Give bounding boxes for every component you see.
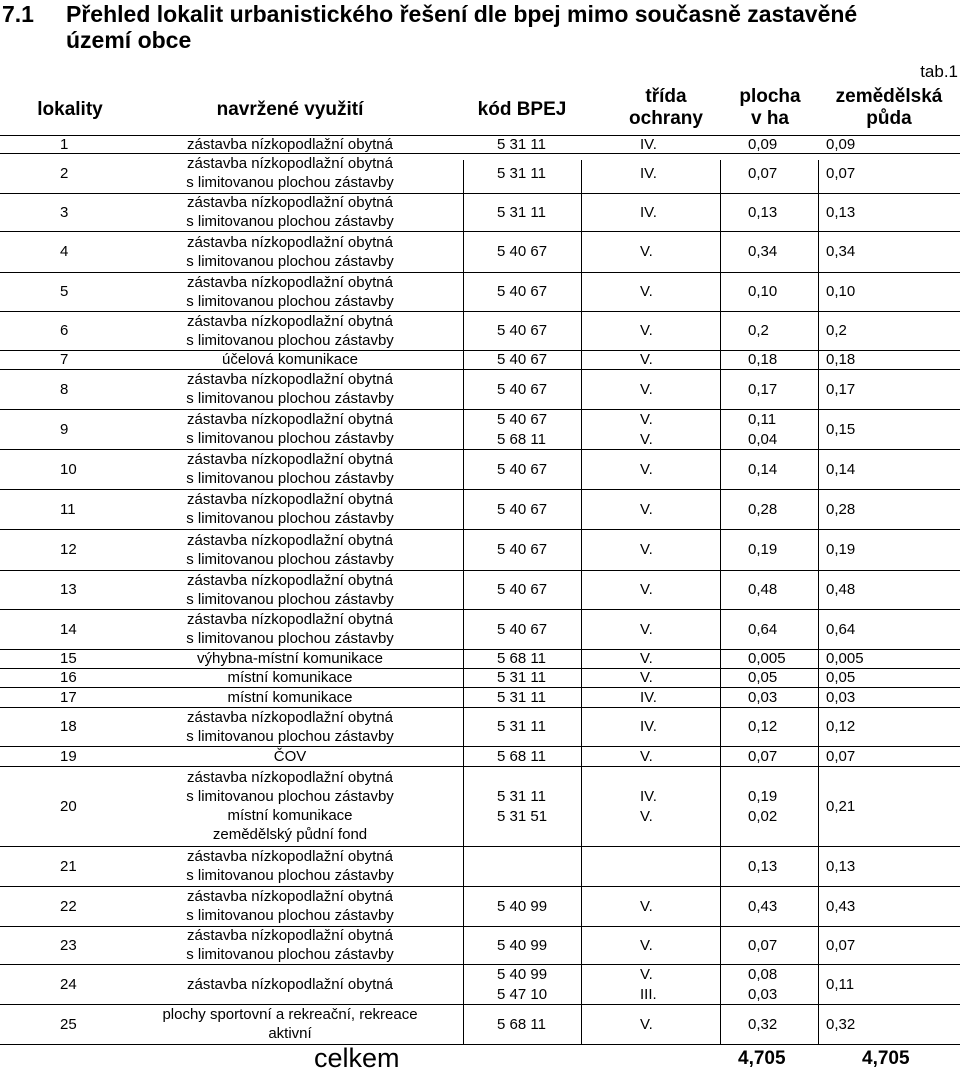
row-usage: zástavba nízkopodlažní obytná xyxy=(187,708,393,726)
row-trida: V. xyxy=(640,747,653,765)
row-trida: V. xyxy=(640,500,653,518)
row-usage: zástavba nízkopodlažní obytná xyxy=(187,531,393,549)
row-kod-bpej: 5 40 67 xyxy=(497,283,548,300)
row-plocha: 0,03 xyxy=(748,986,778,1003)
column-divider xyxy=(581,160,582,1044)
row-trida: V. xyxy=(640,411,653,428)
row-usage: s limitovanou plochou zástavby xyxy=(186,213,394,230)
row-plocha: 0,34 xyxy=(748,243,778,260)
row-usage: zástavba nízkopodlažní obytná xyxy=(187,927,393,944)
row-kod-bpej: 5 40 67 xyxy=(497,322,548,339)
total-label: celkem xyxy=(314,1043,400,1073)
row-zpf: 0,17 xyxy=(826,380,856,398)
row-zpf: 0,18 xyxy=(826,351,856,368)
row-usage: zástavba nízkopodlažní obytná xyxy=(187,233,393,251)
row-plocha: 0,07 xyxy=(748,747,778,765)
row-plocha: 0,13 xyxy=(748,857,778,875)
row-trida: V. xyxy=(640,966,653,983)
row-zpf: 0,2 xyxy=(826,322,847,339)
row-zpf: 0,15 xyxy=(826,420,856,438)
row-plocha: 0,10 xyxy=(748,283,778,300)
row-kod-bpej: 5 31 11 xyxy=(497,718,546,735)
row-trida: V. xyxy=(640,460,653,478)
row-number: 6 xyxy=(60,322,69,339)
row-plocha: 0,03 xyxy=(748,688,778,706)
row-usage: zástavba nízkopodlažní obytná xyxy=(187,975,393,993)
row-usage: výhybna-místní komunikace xyxy=(197,650,383,667)
row-zpf: 0,21 xyxy=(826,797,856,815)
row-plocha: 0,05 xyxy=(748,669,778,686)
header-lokality: lokality xyxy=(37,99,103,120)
row-usage: s limitovanou plochou zástavby xyxy=(186,630,394,647)
row-trida: V. xyxy=(640,581,653,598)
row-usage: zástavba nízkopodlažní obytná xyxy=(187,611,393,628)
header-trida-line1: třída xyxy=(645,86,687,107)
header-trida xyxy=(600,86,732,130)
row-usage: s limitovanou plochou zástavby xyxy=(186,252,394,270)
row-plocha: 0,13 xyxy=(748,203,778,221)
row-zpf: 0,43 xyxy=(826,897,856,915)
row-number: 25 xyxy=(60,1015,77,1033)
row-number: 9 xyxy=(60,420,69,438)
row-kod-bpej: 5 31 51 xyxy=(497,808,548,825)
row-kod-bpej: 5 31 11 xyxy=(497,788,546,805)
row-number: 7 xyxy=(60,351,69,368)
row-trida: IV. xyxy=(640,203,657,221)
row-zpf: 0,48 xyxy=(826,581,856,598)
row-zpf: 0,19 xyxy=(826,541,856,558)
section-title-line2: území obce xyxy=(66,27,192,53)
row-plocha: 0,43 xyxy=(748,897,778,915)
row-number: 3 xyxy=(60,203,69,221)
header-trida-line2: ochrany xyxy=(629,108,703,129)
row-plocha: 0,17 xyxy=(748,380,778,398)
row-trida: IV. xyxy=(640,135,657,153)
row-number: 22 xyxy=(60,897,77,915)
row-plocha: 0,09 xyxy=(748,135,778,153)
row-plocha: 0,08 xyxy=(748,966,778,983)
header-vyuziti: navržené využití xyxy=(216,99,364,120)
row-usage: místní komunikace xyxy=(227,807,353,824)
row-plocha: 0,02 xyxy=(748,808,778,825)
row-usage: zástavba nízkopodlažní obytná xyxy=(187,491,393,508)
row-trida: V. xyxy=(640,669,653,686)
row-kod-bpej: 5 31 11 xyxy=(497,164,546,182)
row-plocha: 0,64 xyxy=(748,620,778,638)
row-usage: s limitovanou plochou zástavby xyxy=(186,470,394,487)
row-kod-bpej: 5 31 11 xyxy=(497,688,546,706)
row-number: 4 xyxy=(60,243,69,260)
row-trida: V. xyxy=(640,541,653,558)
row-kod-bpej: 5 40 99 xyxy=(497,936,548,954)
row-trida: V. xyxy=(640,936,653,954)
row-plocha: 0,11 xyxy=(748,411,777,428)
row-trida: V. xyxy=(640,380,653,398)
column-divider xyxy=(818,160,819,1044)
row-plocha: 0,005 xyxy=(748,650,786,667)
row-usage: s limitovanou plochou zástavby xyxy=(186,174,394,191)
row-kod-bpej: 5 31 11 xyxy=(497,135,546,153)
row-usage: zemědělský půdní fond xyxy=(212,826,368,843)
row-kod-bpej: 5 68 11 xyxy=(497,747,546,765)
row-kod-bpej: 5 40 67 xyxy=(497,541,548,558)
row-plocha: 0,32 xyxy=(748,1015,778,1033)
row-zpf: 0,64 xyxy=(826,620,856,638)
row-zpf: 0,03 xyxy=(826,688,856,706)
section-number: 7.1 xyxy=(2,1,34,27)
row-kod-bpej: 5 68 11 xyxy=(497,1015,546,1033)
row-kod-bpej: 5 31 11 xyxy=(497,203,546,221)
row-number: 2 xyxy=(60,164,69,182)
row-number: 13 xyxy=(60,581,77,598)
row-number: 23 xyxy=(60,936,77,954)
row-plocha: 0,19 xyxy=(748,788,778,805)
row-usage: aktivní xyxy=(268,1025,312,1042)
row-number: 21 xyxy=(60,857,77,875)
row-number: 8 xyxy=(60,380,69,398)
row-kod-bpej: 5 68 11 xyxy=(497,650,546,667)
row-trida: IV. xyxy=(640,718,657,735)
row-kod-bpej: 5 68 11 xyxy=(497,431,546,448)
row-number: 14 xyxy=(60,620,77,638)
row-zpf: 0,32 xyxy=(826,1015,856,1033)
row-usage: zástavba nízkopodlažní obytná xyxy=(187,888,393,905)
row-usage: s limitovanou plochou zástavby xyxy=(186,946,394,963)
row-number: 24 xyxy=(60,975,77,993)
row-divider xyxy=(0,964,960,965)
row-zpf: 0,07 xyxy=(826,936,856,954)
row-plocha: 0,48 xyxy=(748,581,778,598)
row-usage: s limitovanou plochou zástavby xyxy=(186,907,394,924)
row-kod-bpej: 5 40 67 xyxy=(497,460,548,478)
row-usage: s limitovanou plochou zástavby xyxy=(186,430,394,447)
row-trida: V. xyxy=(640,897,653,915)
row-usage: zástavba nízkopodlažní obytná xyxy=(187,194,393,211)
total-plocha: 4,705 xyxy=(738,1048,786,1069)
header-zpf xyxy=(818,86,960,130)
row-plocha: 0,12 xyxy=(748,718,778,735)
row-plocha: 0,04 xyxy=(748,431,778,448)
row-zpf: 0,09 xyxy=(826,135,856,153)
row-usage: zástavba nízkopodlažní obytná xyxy=(187,273,393,291)
row-number: 20 xyxy=(60,797,77,815)
row-usage: zástavba nízkopodlažní obytná xyxy=(187,312,393,330)
row-kod-bpej: 5 47 10 xyxy=(497,986,548,1003)
row-usage: plochy sportovní a rekreační, rekreace xyxy=(162,1006,418,1023)
row-trida: III. xyxy=(640,986,657,1003)
row-usage: účelová komunikace xyxy=(222,351,358,368)
header-zpf-line1: zemědělská xyxy=(835,86,943,107)
row-trida: IV. xyxy=(640,164,657,182)
row-trida: V. xyxy=(640,1015,653,1033)
row-zpf: 0,10 xyxy=(826,283,856,300)
row-divider xyxy=(0,1044,960,1045)
row-trida: V. xyxy=(640,351,653,368)
row-usage: zástavba nízkopodlažní obytná xyxy=(187,155,393,172)
row-usage: místní komunikace xyxy=(227,688,353,706)
row-usage: zástavba nízkopodlažní obytná xyxy=(187,451,393,468)
row-usage: s limitovanou plochou zástavby xyxy=(186,867,394,884)
row-zpf: 0,14 xyxy=(826,460,856,478)
row-zpf: 0,07 xyxy=(826,747,856,765)
row-trida: V. xyxy=(640,620,653,638)
table-label: tab.1 xyxy=(920,62,958,81)
header-zpf-line2: půda xyxy=(866,108,912,129)
row-zpf: 0,07 xyxy=(826,164,856,182)
row-kod-bpej: 5 40 67 xyxy=(497,380,548,398)
row-zpf: 0,13 xyxy=(826,203,856,221)
row-trida: V. xyxy=(640,431,653,448)
row-trida: V. xyxy=(640,650,653,667)
row-usage: zástavba nízkopodlažní obytná xyxy=(187,571,393,589)
row-number: 15 xyxy=(60,650,77,667)
row-zpf: 0,28 xyxy=(826,500,856,518)
row-usage: s limitovanou plochou zástavby xyxy=(186,510,394,527)
total-zpf: 4,705 xyxy=(862,1048,910,1069)
row-kod-bpej: 5 40 67 xyxy=(497,243,548,260)
row-kod-bpej: 5 40 67 xyxy=(497,620,548,638)
row-kod-bpej: 5 40 99 xyxy=(497,966,548,983)
row-usage: zástavba nízkopodlažní obytná xyxy=(187,769,393,786)
row-zpf: 0,05 xyxy=(826,669,856,686)
column-divider xyxy=(463,160,464,1044)
row-trida: IV. xyxy=(640,688,657,706)
row-zpf: 0,005 xyxy=(826,650,864,667)
row-usage: s limitovanou plochou zástavby xyxy=(186,390,394,407)
row-usage: s limitovanou plochou zástavby xyxy=(186,331,394,349)
row-number: 19 xyxy=(60,747,77,765)
header-kod: kód BPEJ xyxy=(477,99,567,120)
row-usage: zástavba nízkopodlažní obytná xyxy=(187,411,393,428)
row-number: 18 xyxy=(60,718,77,735)
row-plocha: 0,18 xyxy=(748,351,778,368)
header-plocha-line1: plocha xyxy=(739,86,801,107)
row-kod-bpej: 5 40 99 xyxy=(497,897,548,915)
row-plocha: 0,14 xyxy=(748,460,778,478)
row-plocha: 0,07 xyxy=(748,936,778,954)
section-title-line1: Přehled lokalit urbanistického řešení dle bpej mimo současně zastavěné xyxy=(66,1,858,27)
row-zpf: 0,34 xyxy=(826,243,856,260)
row-number: 5 xyxy=(60,283,69,300)
column-divider xyxy=(720,160,721,1044)
row-trida: IV. xyxy=(640,788,657,805)
row-usage: ČOV xyxy=(273,747,307,765)
row-kod-bpej: 5 40 67 xyxy=(497,500,548,518)
row-usage: zástavba nízkopodlažní obytná xyxy=(187,371,393,388)
row-usage: s limitovanou plochou zástavby xyxy=(186,550,394,568)
row-plocha: 0,07 xyxy=(748,164,778,182)
row-zpf: 0,11 xyxy=(826,975,855,993)
row-divider xyxy=(0,766,960,767)
row-kod-bpej: 5 40 67 xyxy=(497,411,548,428)
row-trida: V. xyxy=(640,808,653,825)
header-plocha-line2: v ha xyxy=(750,108,790,129)
row-trida: V. xyxy=(640,243,653,260)
row-trida: V. xyxy=(640,283,653,300)
row-kod-bpej: 5 40 67 xyxy=(497,351,548,368)
row-number: 17 xyxy=(60,688,77,706)
row-usage: s limitovanou plochou zástavby xyxy=(186,292,394,310)
row-plocha: 0,19 xyxy=(748,541,778,558)
row-usage: s limitovanou plochou zástavby xyxy=(186,727,394,745)
row-usage: s limitovanou plochou zástavby xyxy=(186,788,394,805)
row-number: 1 xyxy=(60,135,69,153)
header-plocha xyxy=(720,86,820,130)
row-usage: místní komunikace xyxy=(227,669,353,686)
row-zpf: 0,12 xyxy=(826,718,856,735)
row-usage: zástavba nízkopodlažní obytná xyxy=(187,848,393,865)
row-usage: zástavba nízkopodlažní obytná xyxy=(187,135,393,153)
row-number: 12 xyxy=(60,541,77,558)
row-usage: s limitovanou plochou zástavby xyxy=(186,590,394,608)
row-plocha: 0,2 xyxy=(748,322,769,339)
row-trida: V. xyxy=(640,322,653,339)
row-kod-bpej: 5 40 67 xyxy=(497,581,548,598)
row-kod-bpej: 5 31 11 xyxy=(497,669,546,686)
row-number: 16 xyxy=(60,669,77,686)
row-zpf: 0,13 xyxy=(826,857,856,875)
row-plocha: 0,28 xyxy=(748,500,778,518)
row-number: 11 xyxy=(60,500,76,518)
row-number: 10 xyxy=(60,460,77,478)
